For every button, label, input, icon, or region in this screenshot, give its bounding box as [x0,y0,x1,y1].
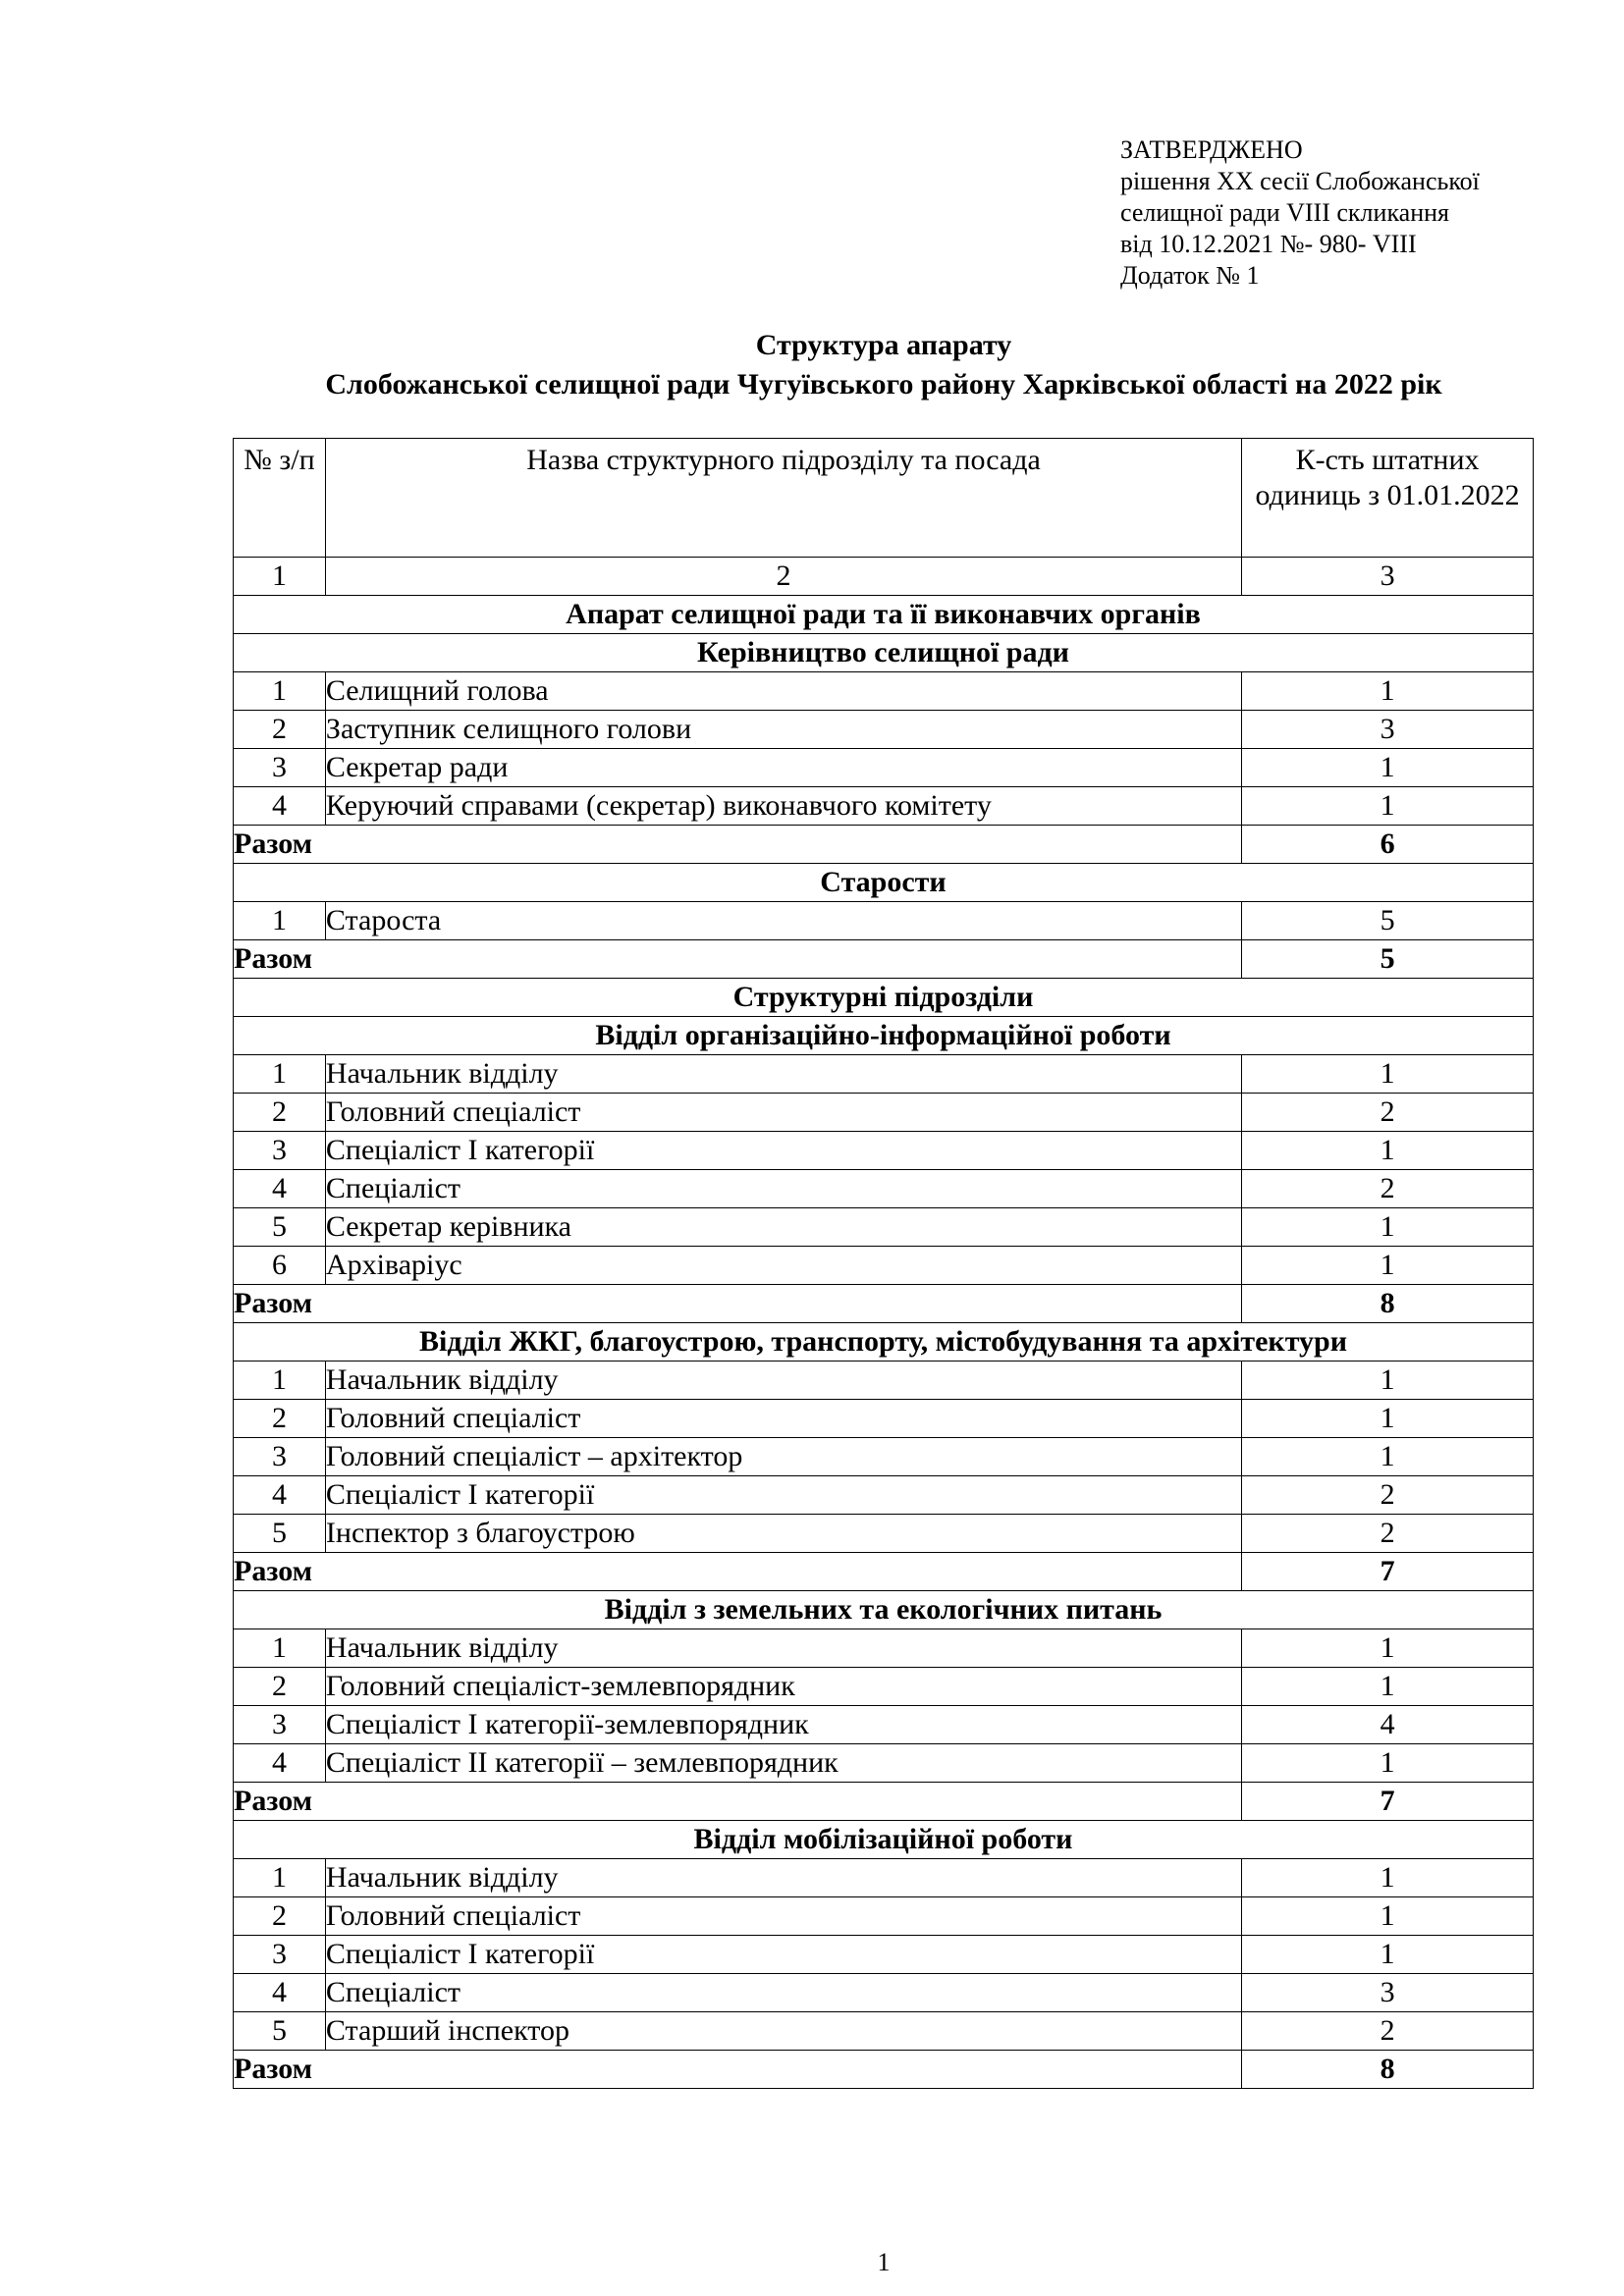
position-name: Секретар ради [325,749,1241,787]
position-name: Головний спеціаліст – архітектор [325,1438,1241,1476]
row-number: 2 [234,711,326,749]
total-row [234,1285,1534,1323]
staff-count: 1 [1242,1936,1534,1974]
total-row [234,2051,1534,2089]
row-number: 1 [234,672,326,711]
staff-count: 1 [1242,1744,1534,1783]
header-number: № з/п [234,439,326,558]
staff-count: 2 [1242,1476,1534,1515]
position-name: Спеціаліст I категорії [325,1936,1241,1974]
row-number: 3 [234,749,326,787]
section-row [234,1591,1534,1629]
table-row [234,672,1534,711]
table-row [234,1668,1534,1706]
approval-line: Додаток № 1 [1120,261,1260,290]
table-row [234,902,1534,940]
row-number: 3 [234,1132,326,1170]
section-row [234,979,1534,1017]
table-row [234,1170,1534,1208]
column-number: 3 [1242,558,1534,596]
row-number: 3 [234,1706,326,1744]
staff-count: 1 [1242,1247,1534,1285]
staff-count: 1 [1242,1859,1534,1897]
position-name: Архіваріус [325,1247,1241,1285]
table-row [234,1247,1534,1285]
position-name: Спеціаліст I категорії [325,1132,1241,1170]
staff-count: 1 [1242,1629,1534,1668]
table-row [234,749,1534,787]
position-name: Спеціаліст [325,1974,1241,2012]
row-number: 6 [234,1247,326,1285]
row-number: 1 [234,1362,326,1400]
staff-count: 2 [1242,2012,1534,2051]
approval-line: селищної ради VIII скликання [1120,198,1450,227]
total-value: 7 [1242,1553,1534,1591]
row-number: 4 [234,1974,326,2012]
staff-count: 4 [1242,1706,1534,1744]
row-number: 2 [234,1668,326,1706]
total-value: 8 [1242,1285,1534,1323]
table-row [234,1744,1534,1783]
staff-count: 3 [1242,711,1534,749]
section-row [234,1323,1534,1362]
staff-count: 2 [1242,1094,1534,1132]
position-name: Керуючий справами (секретар) виконавчого комітету [325,787,1241,826]
row-number: 5 [234,1515,326,1553]
section-heading: Керівництво селищної ради [234,634,1534,672]
position-name: Начальник відділу [325,1055,1241,1094]
total-label: Разом [234,940,1242,979]
table-row [234,1055,1534,1094]
section-row [234,634,1534,672]
staff-count: 1 [1242,1055,1534,1094]
title-line-1: Структура апарату [755,329,1012,361]
position-name: Секретар керівника [325,1208,1241,1247]
total-row [234,1783,1534,1821]
table-row [234,1438,1534,1476]
row-number: 1 [234,1055,326,1094]
position-name: Заступник селищного голови [325,711,1241,749]
row-number: 1 [234,1629,326,1668]
table-row [234,1094,1534,1132]
position-name: Спеціаліст II категорії – землевпорядник [325,1744,1241,1783]
position-name: Спеціаліст I категорії [325,1476,1241,1515]
total-value: 6 [1242,826,1534,864]
section-row [234,596,1534,634]
total-value: 7 [1242,1783,1534,1821]
section-row [234,864,1534,902]
approval-line: ЗАТВЕРДЖЕНО [1120,135,1303,164]
row-number: 2 [234,1400,326,1438]
staff-count: 5 [1242,902,1534,940]
position-name: Начальник відділу [325,1362,1241,1400]
section-heading: Відділ з земельних та екологічних питань [234,1591,1534,1629]
title-line-2: Слобожанської селищної ради Чугуївського району Харківської області на 2022 рік [325,368,1442,400]
position-name: Інспектор з благоустрою [325,1515,1241,1553]
total-label: Разом [234,826,1242,864]
row-number: 2 [234,1094,326,1132]
total-value: 8 [1242,2051,1534,2089]
staff-count: 1 [1242,1208,1534,1247]
staff-count: 1 [1242,1668,1534,1706]
total-row [234,1553,1534,1591]
approval-stamp [1120,134,1480,292]
row-number: 4 [234,1170,326,1208]
position-name: Головний спеціаліст-землевпорядник [325,1668,1241,1706]
table-row [234,1400,1534,1438]
table-row [234,1936,1534,1974]
section-heading: Структурні підрозділи [234,979,1534,1017]
row-number: 3 [234,1438,326,1476]
section-heading: Апарат селищної ради та її виконавчих органів [234,596,1534,634]
position-name: Головний спеціаліст [325,1400,1241,1438]
staff-count: 2 [1242,1515,1534,1553]
position-name: Головний спеціаліст [325,1897,1241,1936]
column-number: 2 [325,558,1241,596]
header-count: К-сть штатних одиниць з 01.01.2022 [1242,439,1534,558]
table-header-row [234,439,1534,558]
staff-count: 1 [1242,1897,1534,1936]
table-row [234,787,1534,826]
approval-line: рішення XX сесії Слобожанської [1120,167,1480,195]
staff-structure-table [233,438,1534,2089]
section-heading: Відділ мобілізаційної роботи [234,1821,1534,1859]
section-heading: Відділ організаційно-інформаційної роботи [234,1017,1534,1055]
staff-count: 1 [1242,1132,1534,1170]
total-row [234,826,1534,864]
row-number: 2 [234,1897,326,1936]
table-row [234,1515,1534,1553]
header-name: Назва структурного підрозділу та посада [325,439,1241,558]
section-heading: Старости [234,864,1534,902]
page-number: 1 [877,2248,891,2276]
table-row [234,1476,1534,1515]
section-heading: Відділ ЖКГ, благоустрою, транспорту, містобудування та архітектури [234,1323,1534,1362]
table-row [234,1208,1534,1247]
table-row [234,711,1534,749]
table-row [234,1897,1534,1936]
staff-count: 1 [1242,1400,1534,1438]
staff-count: 2 [1242,1170,1534,1208]
row-number: 4 [234,787,326,826]
row-number: 4 [234,1476,326,1515]
position-name: Старший інспектор [325,2012,1241,2051]
column-number-row [234,558,1534,596]
column-number: 1 [234,558,326,596]
total-value: 5 [1242,940,1534,979]
position-name: Головний спеціаліст [325,1094,1241,1132]
staff-count: 1 [1242,672,1534,711]
table-row [234,1706,1534,1744]
position-name: Селищний голова [325,672,1241,711]
staff-count: 3 [1242,1974,1534,2012]
staff-count: 1 [1242,787,1534,826]
row-number: 1 [234,902,326,940]
staff-count: 1 [1242,1362,1534,1400]
table-row [234,1362,1534,1400]
table-row [234,1629,1534,1668]
staff-count: 1 [1242,749,1534,787]
row-number: 5 [234,1208,326,1247]
staff-count: 1 [1242,1438,1534,1476]
position-name: Спеціаліст I категорії-землевпорядник [325,1706,1241,1744]
row-number: 4 [234,1744,326,1783]
table-row [234,1132,1534,1170]
table-row [234,1974,1534,2012]
approval-line: від 10.12.2021 №- 980- VIII [1120,230,1417,258]
section-row [234,1821,1534,1859]
total-label: Разом [234,1285,1242,1323]
table-row [234,2012,1534,2051]
total-label: Разом [234,2051,1242,2089]
position-name: Спеціаліст [325,1170,1241,1208]
total-label: Разом [234,1553,1242,1591]
row-number: 3 [234,1936,326,1974]
total-row [234,940,1534,979]
table-row [234,1859,1534,1897]
position-name: Начальник відділу [325,1859,1241,1897]
section-row [234,1017,1534,1055]
position-name: Староста [325,902,1241,940]
position-name: Начальник відділу [325,1629,1241,1668]
total-label: Разом [234,1783,1242,1821]
row-number: 5 [234,2012,326,2051]
row-number: 1 [234,1859,326,1897]
